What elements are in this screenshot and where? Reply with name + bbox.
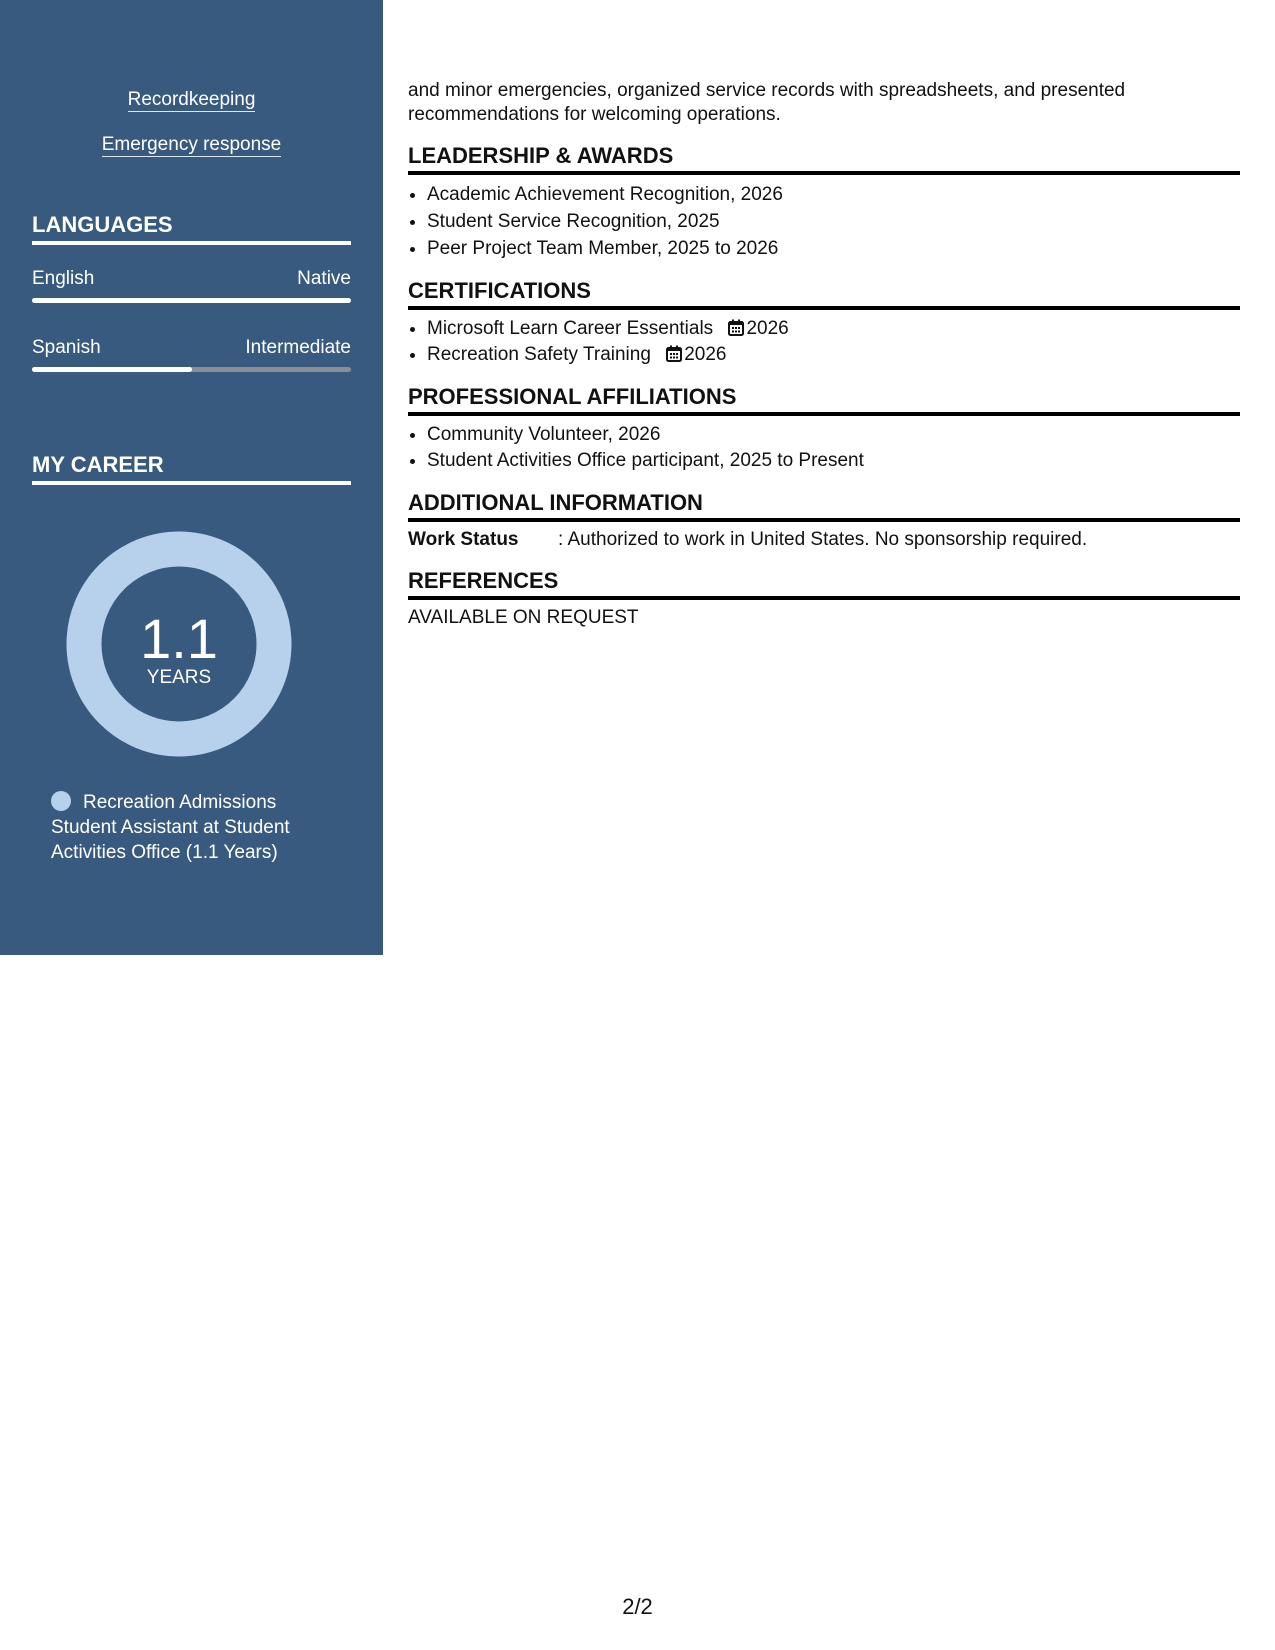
career-legend-dot: [51, 791, 71, 811]
list-item: [427, 342, 1240, 368]
skill-item: Emergency response: [101, 134, 282, 155]
language-row: [32, 268, 351, 290]
language-name: English: [32, 268, 95, 289]
career-legend-item: [51, 790, 321, 865]
language-bar: [32, 367, 351, 372]
language-level: Native: [297, 268, 351, 289]
language-bar-fill: [32, 367, 192, 372]
list-item: • Peer Project Team Member, 2025 to 2026: [427, 235, 1240, 262]
sidebar: [0, 0, 383, 955]
leadership-heading: LEADERSHIP & AWARDS: [408, 143, 1240, 175]
list-item: • Community Volunteer, 2026: [427, 422, 1240, 448]
career-donut-chart: [66, 531, 292, 757]
career-years-label: YEARS: [146, 667, 212, 688]
additional-info-heading: ADDITIONAL INFORMATION: [408, 490, 1240, 522]
language-bar: [32, 298, 351, 303]
affiliations-list: [408, 422, 1240, 474]
certifications-list: [408, 316, 1240, 368]
certification-name: Microsoft Learn Career Essentials: [427, 318, 714, 339]
languages-heading: LANGUAGES: [32, 212, 351, 245]
work-status-row: [408, 528, 1240, 552]
intro-text: and minor emergencies, organized service records with spreadsheets, and presented recommendations for welcoming operations.: [408, 80, 1126, 125]
page-number: 2/2: [622, 1594, 653, 1619]
career-heading: MY CAREER: [32, 452, 351, 485]
affiliations-heading: PROFESSIONAL AFFILIATIONS: [408, 384, 1240, 416]
language-row: [32, 337, 351, 359]
career-legend-text: Recreation Admissions Student Assistant at Student Activities Office (1.1 Years): [51, 792, 290, 863]
certifications-heading: CERTIFICATIONS: [408, 278, 1240, 310]
calendar-icon: [666, 345, 682, 362]
references-heading: REFERENCES: [408, 568, 1240, 600]
list-item: • Academic Achievement Recognition, 2026: [427, 181, 1240, 208]
work-status-value: : Authorized to work in United States. No sponsorship required.: [558, 529, 1088, 550]
language-name: Spanish: [32, 337, 101, 358]
certification-year: 2026: [746, 318, 789, 339]
main-content: [408, 79, 1240, 630]
references-text: AVAILABLE ON REQUEST: [408, 607, 639, 628]
certification-name: Recreation Safety Training: [427, 344, 651, 365]
certification-year: 2026: [684, 344, 727, 365]
list-item: • Student Activities Office participant, 2025 to Present: [427, 448, 1240, 474]
work-status-label: Work Status: [408, 529, 519, 550]
leadership-list: [408, 181, 1240, 262]
calendar-icon: [728, 319, 744, 336]
list-item: [427, 316, 1240, 342]
skill-item: Recordkeeping: [127, 89, 256, 110]
language-level: Intermediate: [245, 337, 351, 358]
list-item: • Student Service Recognition, 2025: [427, 208, 1240, 235]
career-years-value: 1.1: [140, 607, 218, 670]
language-bar-fill: [32, 298, 351, 303]
